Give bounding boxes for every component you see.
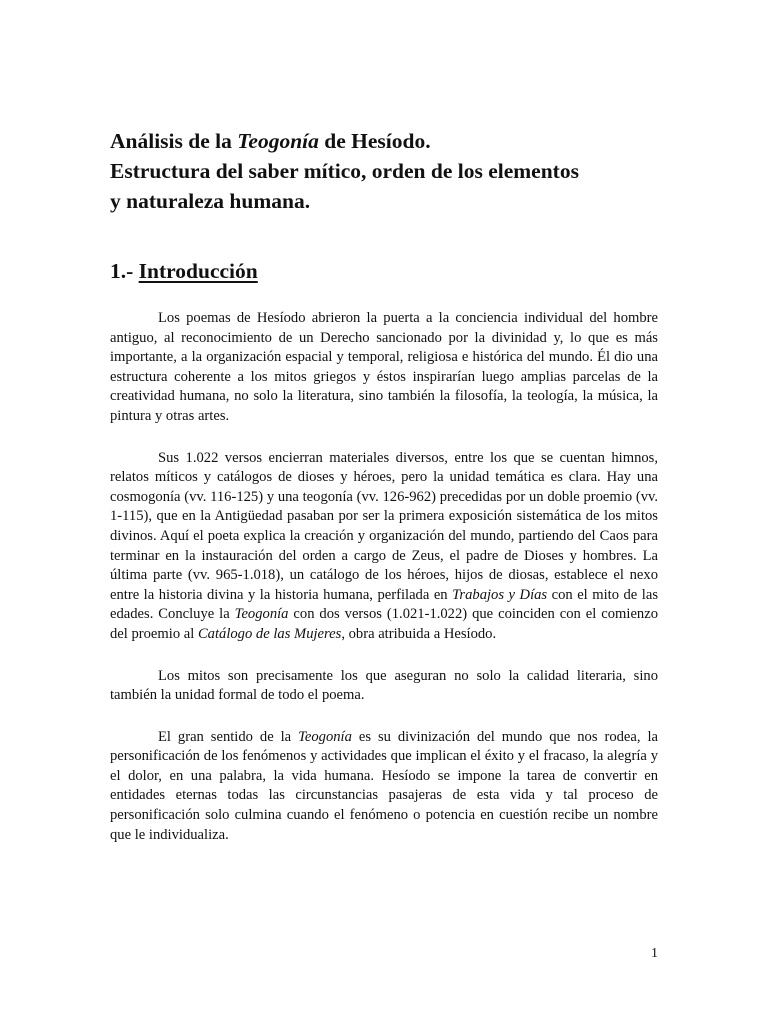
section-number: 1.- (110, 259, 139, 283)
section-title: Introducción (138, 259, 258, 283)
document-page (110, 126, 658, 867)
paragraph-text: , obra atribuida a Hesíodo. (341, 625, 497, 642)
paragraph-text: Sus 1.022 versos encierran materiales diversos, entre los que se cuentan himnos, relatos míticos y catálogos de dioses y héroes, pero la unidad temática es clara. Hay una cosmogonía (vv. 116-125) y una teogonía (vv. 126-962) precedidas por un doble proemio (vv. 1-115), que en la Antigüedad pasaban por ser la primera exposición sistemática de los mitos divinos. Aquí el poeta explica la creación y organización del mundo, partiendo del Caos para terminar en la instauración del orden a cargo de Zeus, el padre de Dioses y hombres. La última parte (vv. 965-1.018), un catálogo de los héroes, hijos de diosas, establece el nexo entre la historia divina y la historia humana, perfilada en (110, 449, 658, 603)
title-text: Análisis de la (110, 129, 238, 153)
paragraph-3: Los mitos son precisamente los que aseguran no solo la calidad literaria, sino también la unidad formal de todo el poema. (110, 667, 658, 704)
title-italic-work: Teogonía (237, 129, 319, 153)
paragraph-4 (110, 728, 658, 846)
paragraph-text: El gran sentido de la (158, 728, 299, 745)
paragraph-text: con dos versos (1.021-1.022) que coinciden con el comienzo del proemio al (110, 606, 659, 642)
paragraph-text: es su divinización del mundo que nos rodea, la personificación de los fenómenos y actividades que implican el éxito y el fracaso, la alegría y el dolor, en una palabra, la vida humana. Hesíodo se impone la tarea de convertir en entidades eternas todas las circunstancias pasajeras de esta vida y tal proceso de personificación solo culmina cuando el fenómeno o potencia en cuestión recibe un nombre que le individualiza. (110, 728, 659, 843)
italic-work-title: Teogonía (234, 606, 289, 623)
paragraph-2 (110, 449, 658, 645)
title-line-2: Estructura del saber mítico, orden de los elementos (110, 159, 579, 183)
paragraph-1: Los poemas de Hesíodo abrieron la puerta a la conciencia individual del hombre antiguo, al reconocimiento de un Derecho sancionado por la divinidad y, lo que es más importante, a la organización espacial y temporal, religiosa e histórica del mundo. Él dio una estructura coherente a los mitos griegos y éstos inspirarían luego amplias parcelas de la creatividad humana, no solo la literatura, sino también la filosofía, la teología, la música, la pintura y otras artes. (110, 310, 658, 424)
italic-work-title: Teogonía (298, 728, 352, 745)
paragraph-text: con el mito de las edades. Concluye la (110, 586, 658, 623)
title-text: de Hesíodo. (318, 129, 431, 153)
italic-work-title: Trabajos y Días (452, 586, 548, 603)
page-number: 1 (651, 946, 658, 961)
section-heading (110, 256, 658, 286)
document-title (110, 126, 658, 216)
title-line-3: y naturaleza humana. (110, 189, 311, 213)
title-line-1 (110, 126, 658, 156)
italic-work-title: Catálogo de las Mujeres (197, 625, 342, 642)
